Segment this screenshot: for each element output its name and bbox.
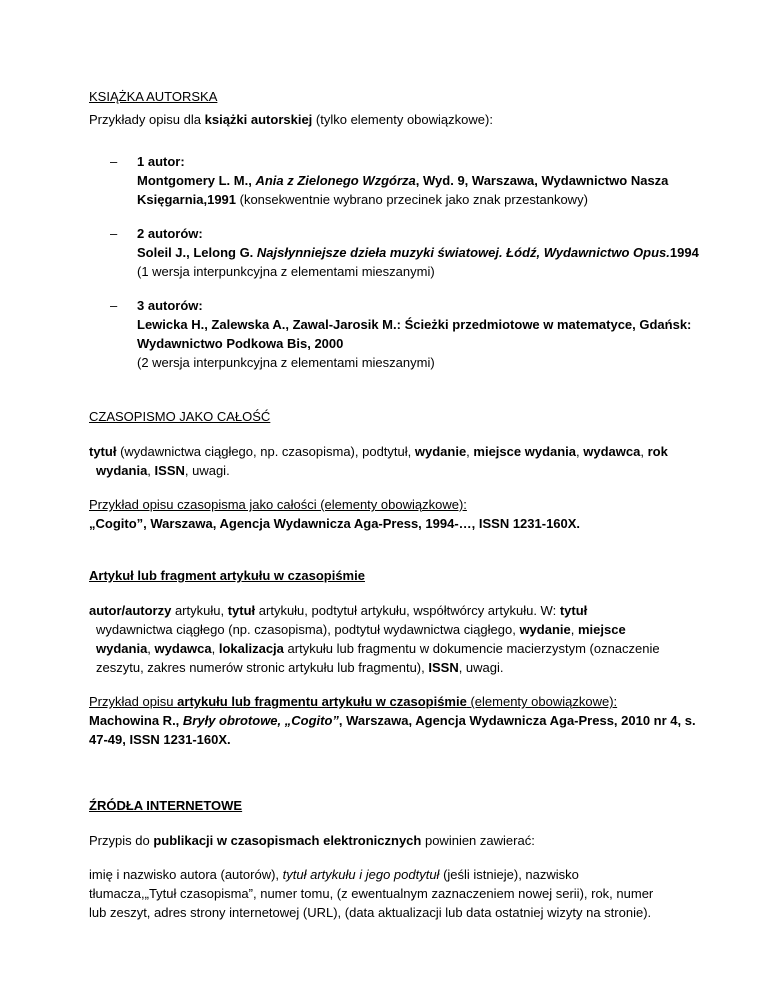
- item-title-2-autorow: 2 autorów:: [137, 226, 203, 241]
- bold-span: wydanie: [414, 444, 467, 459]
- sec3-example-line-1: [89, 712, 696, 729]
- text-span: imię i nazwisko autora (autorów),: [89, 867, 283, 882]
- bold-span: tytuł: [559, 603, 588, 618]
- bold-span: publikacji w czasopismach elektronicznych: [153, 833, 422, 848]
- bold-span: artykułu lub fragmentu artykułu w czasopiśmie: [177, 694, 467, 709]
- bold-span: ISSN: [428, 660, 459, 675]
- text-span: ,: [570, 622, 578, 637]
- sec3-line-2: [96, 621, 626, 638]
- text-span: ,: [147, 641, 155, 656]
- text-span: Machowina R.,: [89, 713, 183, 728]
- bullet-dash: –: [110, 154, 118, 169]
- item-3-line-1: Lewicka H., Zalewska A., Zawal-Jarosik M.: Ścieżki przedmiotowe w matematyce, Gdańsk:: [137, 317, 692, 332]
- bold-span: tytuł: [89, 444, 117, 459]
- item-title-1-autor: 1 autor:: [137, 154, 185, 169]
- sec2-line-2: [96, 462, 230, 479]
- sec3-line-1: [89, 602, 587, 619]
- sec4-intro: [89, 832, 535, 849]
- text-span: (elementy obowiązkowe):: [466, 694, 618, 709]
- bold-span: miejsce wydania: [473, 444, 577, 459]
- item-2-line-1: [137, 244, 699, 261]
- sec2-example: „Cogito”, Warszawa, Agencja Wydawnicza Aga-Press, 1994-…, ISSN 1231-160X.: [89, 516, 581, 531]
- text-span: Soleil J., Lelong G.: [137, 245, 257, 260]
- text-span: ,: [211, 641, 219, 656]
- text-span: zeszytu, zakres numerów stronic artykułu lub fragmentu),: [96, 660, 429, 675]
- text-span: wydawnictwa ciągłego (np. czasopisma), podtytuł wydawnictwa ciągłego,: [96, 622, 520, 637]
- sec4-line-1: [89, 866, 579, 883]
- item-3-line-2: Wydawnictwo Podkowa Bis, 2000: [137, 336, 344, 351]
- bold-span: wydanie: [519, 622, 571, 637]
- text-span: (wydawnictwa ciągłego, np. czasopisma), podtytuł,: [116, 444, 415, 459]
- bold-span: wydania: [96, 641, 148, 656]
- text-span: (konsekwentnie wybrano przecinek jako znak przestankowy): [236, 192, 588, 207]
- bullet-dash: –: [110, 226, 118, 241]
- text-span: (tylko elementy obowiązkowe):: [312, 112, 493, 127]
- text-span: , uwagi.: [458, 660, 504, 675]
- heading-ksiazka-autorska: KSIĄŻKA AUTORSKA: [89, 89, 218, 104]
- sec3-line-3: [96, 640, 660, 657]
- text-span: , uwagi.: [184, 463, 230, 478]
- text-span: artykułu lub fragmentu w dokumencie macierzystym (oznaczenie: [283, 641, 660, 656]
- bullet-dash: –: [110, 298, 118, 313]
- heading-czasopismo: CZASOPISMO JAKO CAŁOŚĆ: [89, 409, 271, 424]
- text-span: ,: [466, 444, 474, 459]
- bold-span: miejsce: [577, 622, 626, 637]
- sec3-line-4: [96, 659, 504, 676]
- text-span: , Warszawa, Agencja Wydawnicza Aga-Press, 2010 nr 4, s.: [338, 713, 696, 728]
- sec4-line-2: tłumacza,„Tytuł czasopisma”, numer tomu, (z ewentualnym zaznaczeniem nowej serii), rok, numer: [89, 886, 654, 901]
- text-span: Przypis do: [89, 833, 154, 848]
- sec4-line-3: lub zeszyt, adres strony internetowej (URL), (data aktualizacji lub data ostatniej wizyty na stronie).: [89, 905, 652, 920]
- item-3-line-3: (2 wersja interpunkcyjna z elementami mieszanymi): [137, 355, 435, 370]
- text-span: artykułu,: [171, 603, 228, 618]
- bold-span: autor/autorzy: [89, 603, 172, 618]
- text-span: Przykłady opisu dla: [89, 112, 205, 127]
- bold-span: wydawca: [583, 444, 641, 459]
- bold-span: tytuł: [227, 603, 256, 618]
- bold-span: lokalizacja: [218, 641, 284, 656]
- italic-span: Bryły obrotowe, „Cogito”: [182, 713, 339, 728]
- italic-span: Najsłynniejsze dzieła muzyki światowej. Łódź, Wydawnictwo Opus.: [256, 245, 670, 260]
- sec2-example-label: Przykład opisu czasopisma jako całości (elementy obowiązkowe):: [89, 497, 467, 512]
- sec3-example-line-2: 47-49, ISSN 1231-160X.: [89, 732, 231, 747]
- italic-span: tytuł artykułu i jego podtytuł: [282, 867, 440, 882]
- text-span: Montgomery L. M.,: [137, 173, 256, 188]
- bold-span: książki autorskiej: [204, 112, 313, 127]
- bold-span: wydawca: [154, 641, 212, 656]
- sec2-line-1: [89, 443, 668, 460]
- italic-span: Ania z Zielonego Wzgórza: [255, 173, 416, 188]
- text-span: ,: [640, 444, 648, 459]
- text-span: 1994: [669, 245, 699, 260]
- item-title-3-autorow: 3 autorów:: [137, 298, 203, 313]
- heading-zrodla-internetowe: ŹRÓDŁA INTERNETOWE: [89, 798, 243, 813]
- text-span: powinien zawierać:: [421, 833, 535, 848]
- text-span: , Wyd. 9, Warszawa, Wydawnictwo Nasza: [415, 173, 669, 188]
- bold-span: rok: [647, 444, 668, 459]
- intro-paragraph: [89, 111, 493, 128]
- bold-span: Księgarnia,1991: [137, 192, 237, 207]
- text-span: artykułu, podtytuł artykułu, współtwórcy artykułu. W:: [255, 603, 560, 618]
- bold-span: wydania: [96, 463, 148, 478]
- sec3-example-label: [89, 693, 617, 710]
- heading-artykul: Artykuł lub fragment artykułu w czasopiśmie: [89, 568, 365, 583]
- text-span: ,: [576, 444, 584, 459]
- text-span: Przykład opisu: [89, 694, 178, 709]
- text-span: ,: [147, 463, 155, 478]
- item-1-line-2: [137, 191, 588, 208]
- item-2-line-2: (1 wersja interpunkcyjna z elementami mieszanymi): [137, 264, 435, 279]
- bold-span: ISSN: [154, 463, 185, 478]
- text-span: (jeśli istnieje), nazwisko: [439, 867, 579, 882]
- item-1-line-1: [137, 172, 668, 189]
